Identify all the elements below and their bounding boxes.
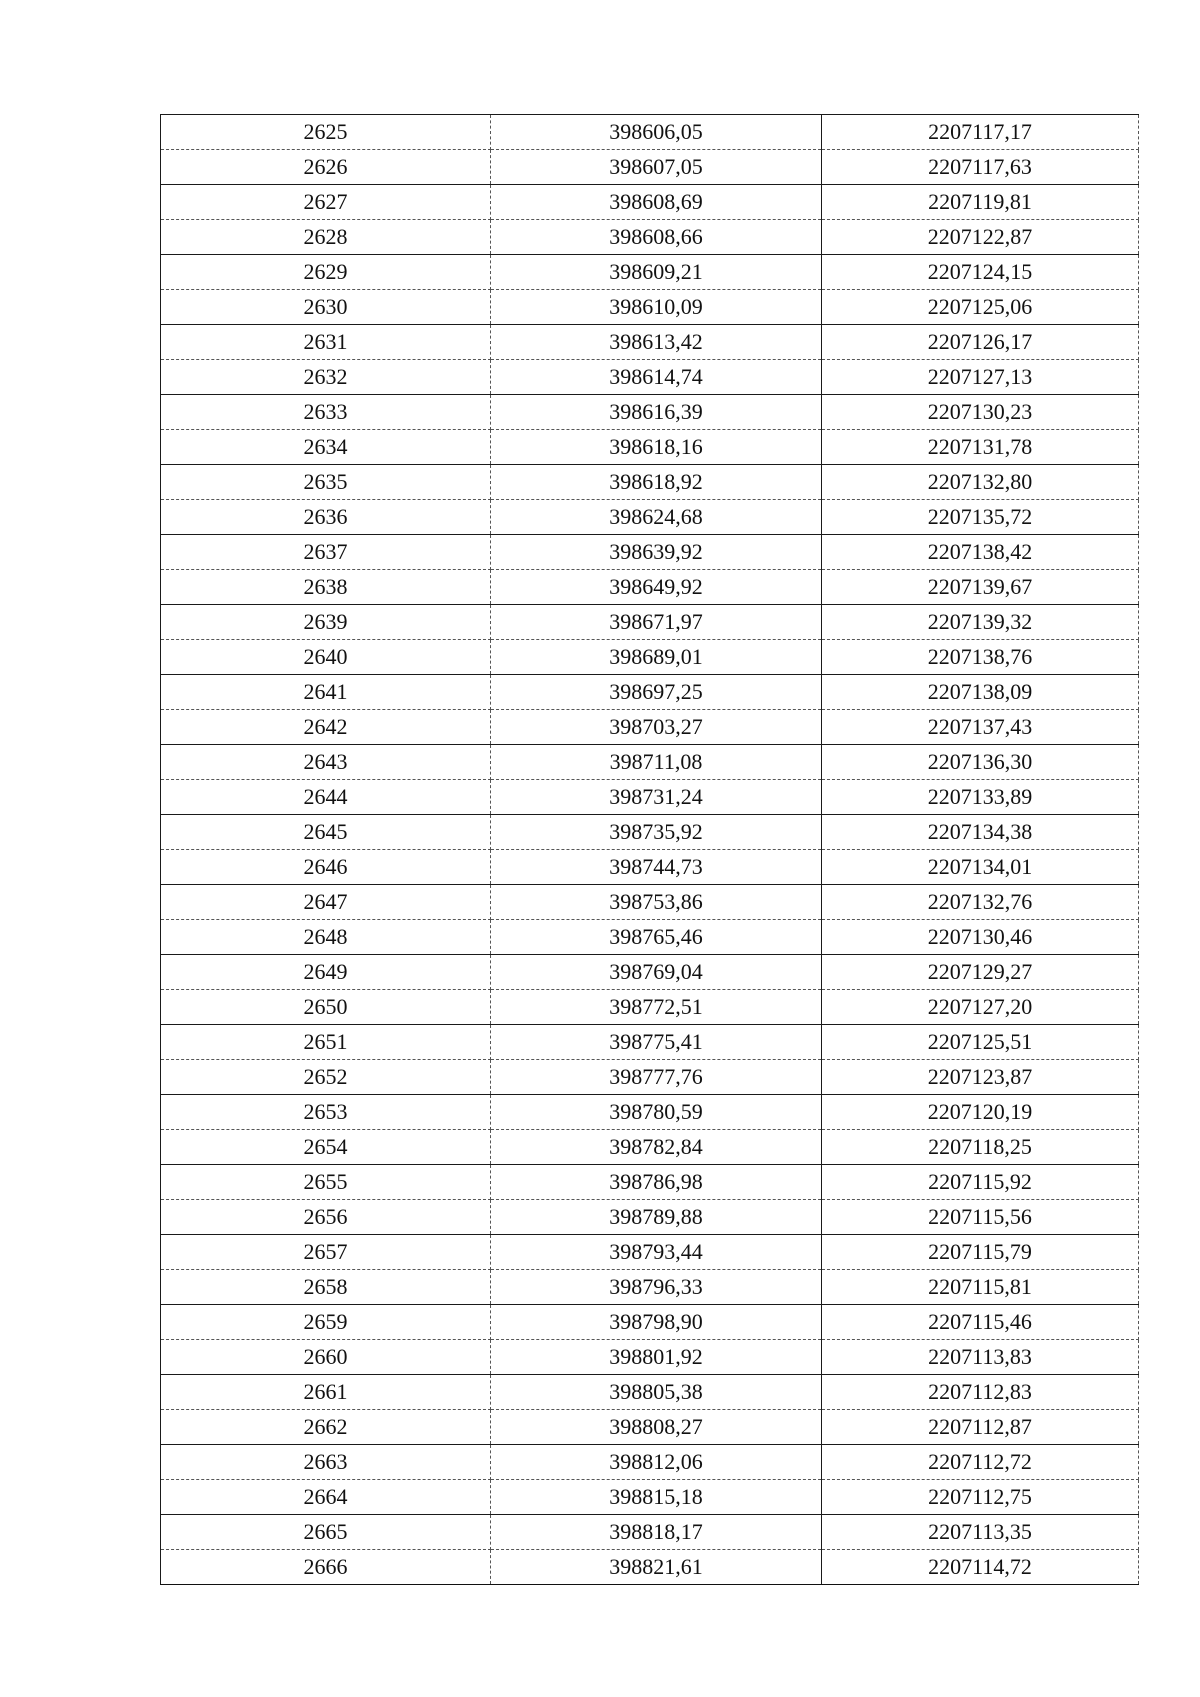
table-row [161,1375,1139,1410]
x-coordinate-cell: 398772,51 [491,990,822,1025]
y-coordinate-cell: 2207136,30 [822,745,1139,780]
point-number-cell: 2666 [161,1550,491,1585]
table-row [161,990,1139,1025]
y-coordinate-cell: 2207137,43 [822,710,1139,745]
table-row [161,570,1139,605]
table-row [161,710,1139,745]
table-row [161,1480,1139,1515]
table-row [161,780,1139,815]
y-coordinate-cell: 2207115,79 [822,1235,1139,1270]
y-coordinate-cell: 2207123,87 [822,1060,1139,1095]
x-coordinate-cell: 398786,98 [491,1165,822,1200]
point-number-cell: 2625 [161,115,491,150]
x-coordinate-cell: 398618,16 [491,430,822,465]
x-coordinate-cell: 398606,05 [491,115,822,150]
y-coordinate-cell: 2207129,27 [822,955,1139,990]
y-coordinate-cell: 2207125,51 [822,1025,1139,1060]
point-number-cell: 2651 [161,1025,491,1060]
table-row [161,500,1139,535]
table-row [161,605,1139,640]
table-row [161,1200,1139,1235]
x-coordinate-cell: 398815,18 [491,1480,822,1515]
y-coordinate-cell: 2207132,80 [822,465,1139,500]
y-coordinate-cell: 2207117,17 [822,115,1139,150]
x-coordinate-cell: 398608,66 [491,220,822,255]
y-coordinate-cell: 2207119,81 [822,185,1139,220]
y-coordinate-cell: 2207115,56 [822,1200,1139,1235]
x-coordinate-cell: 398769,04 [491,955,822,990]
point-number-cell: 2637 [161,535,491,570]
table-row [161,640,1139,675]
y-coordinate-cell: 2207130,23 [822,395,1139,430]
table-row [161,1130,1139,1165]
x-coordinate-cell: 398616,39 [491,395,822,430]
point-number-cell: 2655 [161,1165,491,1200]
table-row [161,150,1139,185]
point-number-cell: 2642 [161,710,491,745]
table-row [161,1550,1139,1585]
point-number-cell: 2662 [161,1410,491,1445]
x-coordinate-cell: 398821,61 [491,1550,822,1585]
y-coordinate-cell: 2207134,38 [822,815,1139,850]
x-coordinate-cell: 398805,38 [491,1375,822,1410]
x-coordinate-cell: 398609,21 [491,255,822,290]
point-number-cell: 2627 [161,185,491,220]
x-coordinate-cell: 398782,84 [491,1130,822,1165]
x-coordinate-cell: 398639,92 [491,535,822,570]
table-row [161,815,1139,850]
x-coordinate-cell: 398789,88 [491,1200,822,1235]
y-coordinate-cell: 2207120,19 [822,1095,1139,1130]
x-coordinate-cell: 398744,73 [491,850,822,885]
point-number-cell: 2653 [161,1095,491,1130]
x-coordinate-cell: 398711,08 [491,745,822,780]
x-coordinate-cell: 398618,92 [491,465,822,500]
table-row [161,535,1139,570]
y-coordinate-cell: 2207114,72 [822,1550,1139,1585]
x-coordinate-cell: 398777,76 [491,1060,822,1095]
table-row [161,1060,1139,1095]
point-number-cell: 2645 [161,815,491,850]
y-coordinate-cell: 2207115,81 [822,1270,1139,1305]
point-number-cell: 2633 [161,395,491,430]
y-coordinate-cell: 2207127,13 [822,360,1139,395]
point-number-cell: 2652 [161,1060,491,1095]
point-number-cell: 2661 [161,1375,491,1410]
coordinates-table [160,114,1139,1585]
table-row [161,1340,1139,1375]
y-coordinate-cell: 2207118,25 [822,1130,1139,1165]
point-number-cell: 2663 [161,1445,491,1480]
y-coordinate-cell: 2207112,87 [822,1410,1139,1445]
point-number-cell: 2638 [161,570,491,605]
y-coordinate-cell: 2207126,17 [822,325,1139,360]
x-coordinate-cell: 398614,74 [491,360,822,395]
table-row [161,1235,1139,1270]
x-coordinate-cell: 398689,01 [491,640,822,675]
point-number-cell: 2632 [161,360,491,395]
y-coordinate-cell: 2207112,75 [822,1480,1139,1515]
point-number-cell: 2648 [161,920,491,955]
point-number-cell: 2656 [161,1200,491,1235]
x-coordinate-cell: 398610,09 [491,290,822,325]
table-row [161,850,1139,885]
y-coordinate-cell: 2207131,78 [822,430,1139,465]
x-coordinate-cell: 398780,59 [491,1095,822,1130]
y-coordinate-cell: 2207112,72 [822,1445,1139,1480]
table-row [161,360,1139,395]
point-number-cell: 2646 [161,850,491,885]
table-row [161,290,1139,325]
point-number-cell: 2649 [161,955,491,990]
point-number-cell: 2658 [161,1270,491,1305]
y-coordinate-cell: 2207117,63 [822,150,1139,185]
y-coordinate-cell: 2207113,83 [822,1340,1139,1375]
table-row [161,220,1139,255]
y-coordinate-cell: 2207113,35 [822,1515,1139,1550]
point-number-cell: 2639 [161,605,491,640]
table-row [161,955,1139,990]
point-number-cell: 2664 [161,1480,491,1515]
y-coordinate-cell: 2207130,46 [822,920,1139,955]
table-row [161,675,1139,710]
x-coordinate-cell: 398793,44 [491,1235,822,1270]
y-coordinate-cell: 2207138,76 [822,640,1139,675]
x-coordinate-cell: 398731,24 [491,780,822,815]
table-row [161,430,1139,465]
x-coordinate-cell: 398671,97 [491,605,822,640]
y-coordinate-cell: 2207124,15 [822,255,1139,290]
x-coordinate-cell: 398624,68 [491,500,822,535]
x-coordinate-cell: 398798,90 [491,1305,822,1340]
y-coordinate-cell: 2207139,67 [822,570,1139,605]
point-number-cell: 2626 [161,150,491,185]
table-row [161,885,1139,920]
table-row [161,920,1139,955]
point-number-cell: 2665 [161,1515,491,1550]
x-coordinate-cell: 398735,92 [491,815,822,850]
x-coordinate-cell: 398753,86 [491,885,822,920]
x-coordinate-cell: 398818,17 [491,1515,822,1550]
x-coordinate-cell: 398649,92 [491,570,822,605]
table-row [161,465,1139,500]
table-row [161,745,1139,780]
point-number-cell: 2660 [161,1340,491,1375]
x-coordinate-cell: 398808,27 [491,1410,822,1445]
y-coordinate-cell: 2207138,09 [822,675,1139,710]
y-coordinate-cell: 2207115,46 [822,1305,1139,1340]
x-coordinate-cell: 398607,05 [491,150,822,185]
x-coordinate-cell: 398613,42 [491,325,822,360]
y-coordinate-cell: 2207132,76 [822,885,1139,920]
point-number-cell: 2640 [161,640,491,675]
y-coordinate-cell: 2207112,83 [822,1375,1139,1410]
table-row [161,255,1139,290]
point-number-cell: 2628 [161,220,491,255]
table-row [161,1410,1139,1445]
x-coordinate-cell: 398801,92 [491,1340,822,1375]
x-coordinate-cell: 398812,06 [491,1445,822,1480]
point-number-cell: 2654 [161,1130,491,1165]
y-coordinate-cell: 2207139,32 [822,605,1139,640]
table-row [161,1305,1139,1340]
point-number-cell: 2635 [161,465,491,500]
point-number-cell: 2631 [161,325,491,360]
point-number-cell: 2647 [161,885,491,920]
y-coordinate-cell: 2207133,89 [822,780,1139,815]
point-number-cell: 2657 [161,1235,491,1270]
table-row [161,115,1139,150]
coordinates-table-body [161,115,1139,1585]
point-number-cell: 2641 [161,675,491,710]
x-coordinate-cell: 398608,69 [491,185,822,220]
table-row [161,1025,1139,1060]
y-coordinate-cell: 2207127,20 [822,990,1139,1025]
point-number-cell: 2630 [161,290,491,325]
x-coordinate-cell: 398703,27 [491,710,822,745]
point-number-cell: 2634 [161,430,491,465]
y-coordinate-cell: 2207135,72 [822,500,1139,535]
table-row [161,1515,1139,1550]
table-row [161,185,1139,220]
point-number-cell: 2659 [161,1305,491,1340]
table-row [161,1165,1139,1200]
point-number-cell: 2636 [161,500,491,535]
x-coordinate-cell: 398796,33 [491,1270,822,1305]
point-number-cell: 2644 [161,780,491,815]
table-row [161,1095,1139,1130]
table-row [161,1445,1139,1480]
table-row [161,325,1139,360]
y-coordinate-cell: 2207134,01 [822,850,1139,885]
point-number-cell: 2629 [161,255,491,290]
y-coordinate-cell: 2207115,92 [822,1165,1139,1200]
table-row [161,1270,1139,1305]
x-coordinate-cell: 398775,41 [491,1025,822,1060]
x-coordinate-cell: 398765,46 [491,920,822,955]
table-row [161,395,1139,430]
y-coordinate-cell: 2207122,87 [822,220,1139,255]
point-number-cell: 2650 [161,990,491,1025]
y-coordinate-cell: 2207125,06 [822,290,1139,325]
x-coordinate-cell: 398697,25 [491,675,822,710]
y-coordinate-cell: 2207138,42 [822,535,1139,570]
point-number-cell: 2643 [161,745,491,780]
